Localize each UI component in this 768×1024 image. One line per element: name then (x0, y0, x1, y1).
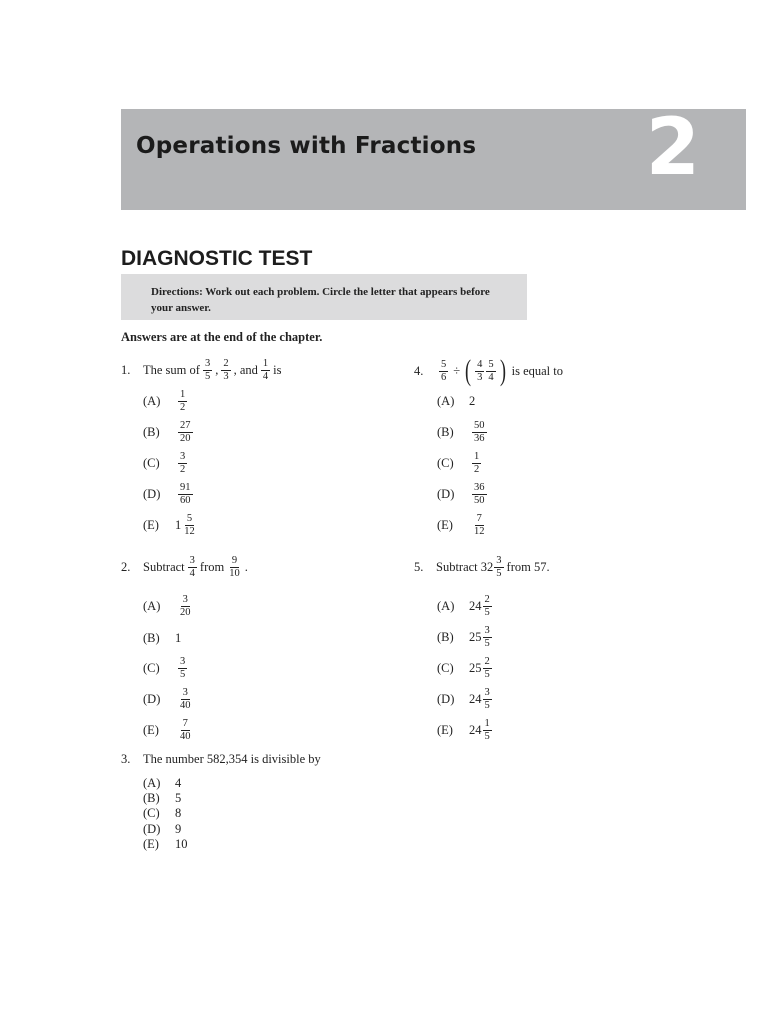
fraction (227, 555, 242, 580)
denominator: 40 (180, 700, 191, 711)
question-text: The sum of (143, 363, 200, 377)
question-text-suffix: is equal to (511, 363, 564, 378)
option-letter: (C) (143, 806, 160, 820)
option-2e[interactable] (143, 718, 196, 743)
option-letter: (C) (143, 661, 160, 675)
option-3c[interactable] (143, 806, 181, 821)
question-number: 3. (121, 752, 131, 766)
option-1e[interactable] (143, 513, 200, 538)
separator: , (215, 363, 219, 377)
fraction (472, 420, 487, 445)
denominator: 50 (474, 495, 485, 506)
option-value: 9 (175, 822, 182, 836)
option-letter: (E) (437, 518, 453, 532)
question-text-middle: from (199, 560, 225, 574)
option-letter: (D) (143, 822, 161, 836)
numerator: 50 (474, 420, 485, 431)
section-title: DIAGNOSTIC TEST (121, 247, 313, 270)
option-2a[interactable] (143, 594, 196, 619)
option-letter: (B) (437, 425, 454, 439)
whole-number: 24 (469, 723, 482, 737)
option-4c[interactable] (437, 451, 484, 476)
option-letter: (B) (143, 631, 160, 645)
fraction (483, 687, 492, 712)
chapter-banner (121, 103, 746, 210)
numerator: 3 (484, 625, 490, 636)
question-number: 2. (121, 560, 131, 574)
option-letter: (A) (143, 599, 161, 613)
numerator: 3 (180, 451, 186, 462)
fraction (221, 358, 230, 383)
numerator: 1 (262, 358, 269, 369)
denominator: 5 (496, 568, 502, 579)
option-3d[interactable] (143, 822, 181, 837)
numerator: 5 (441, 358, 447, 370)
denominator: 4 (189, 568, 195, 579)
fraction (472, 451, 481, 476)
fraction (188, 555, 197, 580)
answers-note: Answers are at the end of the chapter. (121, 330, 323, 344)
chapter-title: Operations with Fractions (136, 133, 477, 159)
fraction (486, 359, 495, 384)
numerator: 3 (182, 594, 188, 605)
question-number: 4. (414, 363, 424, 378)
option-4b[interactable] (437, 420, 490, 445)
option-value: 4 (175, 776, 182, 790)
fraction (178, 420, 193, 445)
option-value: 10 (175, 837, 188, 851)
denominator: 4 (262, 371, 269, 382)
option-1d[interactable] (143, 482, 196, 507)
option-letter: (D) (143, 487, 161, 501)
option-letter: (E) (437, 723, 453, 737)
option-letter: (E) (143, 837, 159, 851)
question-2 (121, 555, 248, 580)
option-4a[interactable] (437, 394, 475, 409)
fraction (483, 625, 492, 650)
option-1a[interactable] (143, 389, 190, 414)
numerator: 27 (180, 420, 191, 431)
denominator: 5 (484, 731, 490, 742)
fraction (261, 358, 270, 383)
denominator: 12 (474, 526, 485, 537)
fraction (494, 555, 503, 580)
numerator: 5 (488, 358, 494, 370)
numerator: 3 (180, 656, 186, 667)
option-letter: (E) (143, 723, 159, 737)
option-letter: (A) (143, 776, 161, 790)
close-paren: ) (499, 354, 506, 387)
option-5d[interactable] (437, 687, 495, 712)
option-5b[interactable] (437, 625, 495, 650)
option-3b[interactable] (143, 791, 181, 806)
fraction (472, 513, 487, 538)
option-4d[interactable] (437, 482, 490, 507)
question-1 (121, 358, 281, 383)
option-letter: (C) (437, 661, 454, 675)
question-5 (414, 555, 550, 580)
denominator: 5 (180, 669, 186, 680)
numerator: 36 (474, 482, 485, 493)
numerator: 2 (484, 656, 490, 667)
separator: , and (233, 363, 258, 377)
numerator: 1 (484, 718, 490, 729)
question-text-suffix: . (244, 560, 248, 574)
question-text: Subtract 32 (436, 560, 494, 574)
numerator: 2 (223, 358, 229, 369)
divide-operator: ÷ (453, 363, 461, 378)
option-value: 2 (469, 394, 476, 408)
option-4e[interactable] (437, 513, 490, 538)
option-2d[interactable] (143, 687, 196, 712)
whole-number: 25 (469, 630, 482, 644)
option-letter: (D) (143, 692, 161, 706)
option-letter: (C) (143, 456, 160, 470)
option-letter: (A) (437, 599, 455, 613)
numerator: 3 (182, 687, 188, 698)
numerator: 5 (186, 513, 193, 524)
whole-number: 1 (175, 518, 182, 532)
fraction (483, 594, 492, 619)
fraction (178, 482, 193, 507)
option-letter: (D) (437, 692, 455, 706)
fraction (178, 656, 187, 681)
denominator: 40 (180, 731, 191, 742)
denominator: 20 (180, 433, 191, 444)
option-value: 8 (175, 806, 182, 820)
numerator: 3 (204, 358, 211, 369)
option-letter: (B) (143, 791, 160, 805)
denominator: 20 (180, 607, 191, 618)
denominator: 60 (180, 495, 191, 506)
denominator: 36 (474, 433, 485, 444)
option-1b[interactable] (143, 420, 196, 445)
denominator: 5 (484, 607, 490, 618)
denominator: 2 (180, 402, 186, 413)
fraction (439, 359, 448, 384)
fraction (178, 594, 193, 619)
directions-text: Directions: Work out each problem. Circle the letter that appears before your answer. (151, 286, 490, 314)
fraction (483, 656, 492, 681)
option-5e[interactable] (437, 718, 495, 743)
question-text: Subtract (143, 560, 185, 574)
fraction (475, 359, 484, 384)
option-letter: (B) (143, 425, 160, 439)
denominator: 12 (184, 526, 195, 537)
option-5c[interactable] (437, 656, 495, 681)
option-2c[interactable] (143, 656, 190, 681)
numerator: 3 (496, 555, 502, 566)
numerator: 7 (476, 513, 482, 524)
option-3e[interactable] (143, 837, 188, 852)
numerator: 9 (231, 555, 238, 566)
denominator: 6 (441, 371, 447, 383)
numerator: 3 (484, 687, 490, 698)
option-letter: (B) (437, 630, 454, 644)
numerator: 3 (189, 555, 195, 566)
fraction (182, 513, 197, 538)
option-letter: (C) (437, 456, 454, 470)
option-letter: (E) (143, 518, 159, 532)
question-number: 1. (121, 363, 131, 377)
fraction (483, 718, 492, 743)
denominator: 3 (477, 371, 483, 383)
question-4 (414, 356, 563, 386)
option-2b[interactable] (143, 631, 181, 646)
whole-number: 24 (469, 599, 482, 613)
numerator: 1 (180, 389, 186, 400)
whole-number: 24 (469, 692, 482, 706)
denominator: 2 (180, 464, 186, 475)
numerator: 4 (477, 358, 483, 370)
option-value: 1 (175, 631, 182, 645)
question-3 (121, 752, 321, 767)
fraction (178, 389, 187, 414)
open-paren: ( (465, 354, 472, 387)
numerator: 2 (484, 594, 490, 605)
denominator: 5 (484, 669, 490, 680)
option-letter: (D) (437, 487, 455, 501)
denominator: 4 (488, 371, 494, 383)
numerator: 1 (474, 451, 480, 462)
denominator: 3 (223, 371, 229, 382)
chapter-number: 2 (645, 103, 700, 193)
denominator: 10 (229, 568, 240, 579)
question-number: 5. (414, 560, 424, 574)
option-letter: (A) (143, 394, 161, 408)
denominator: 5 (484, 638, 490, 649)
fraction (178, 718, 193, 743)
question-text-suffix: from 57. (506, 560, 550, 574)
option-letter: (A) (437, 394, 455, 408)
option-5a[interactable] (437, 594, 495, 619)
fraction (472, 482, 487, 507)
fraction (178, 451, 187, 476)
question-text-suffix: is (273, 363, 282, 377)
question-text: The number 582,354 is divisible by (143, 752, 321, 766)
denominator: 5 (484, 700, 490, 711)
option-1c[interactable] (143, 451, 190, 476)
numerator: 7 (182, 718, 188, 729)
fraction (203, 358, 212, 383)
option-value: 5 (175, 791, 182, 805)
numerator: 91 (180, 482, 191, 493)
denominator: 5 (204, 371, 211, 382)
whole-number: 25 (469, 661, 482, 675)
directions-box (121, 274, 527, 320)
option-3a[interactable] (143, 776, 181, 791)
fraction (178, 687, 193, 712)
denominator: 2 (474, 464, 480, 475)
